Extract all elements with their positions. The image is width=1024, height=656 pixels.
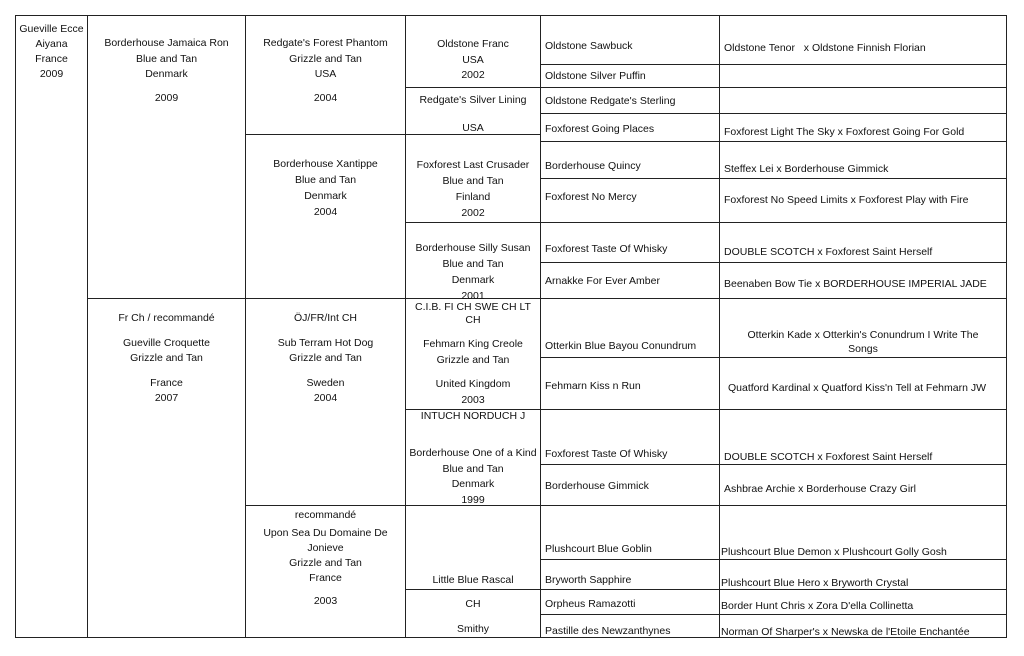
- sd-year: 2004: [313, 206, 338, 218]
- g4-name-11: Foxforest Taste Of Whisky: [545, 448, 668, 460]
- g4-name-1: Oldstone Sawbuck: [545, 40, 633, 52]
- sire-entry: [88, 36, 245, 106]
- g4-name-4: Foxforest Going Places: [545, 123, 655, 135]
- gen3-split-c: [405, 222, 540, 223]
- g4-name-10: Fehmarn Kiss n Run: [545, 380, 641, 392]
- dss-entry: [406, 301, 540, 327]
- col-divider-4: [540, 15, 541, 638]
- dd-name-line2: Jonieve: [307, 542, 344, 554]
- g5-parents-9-line1: Otterkin Kade x Otterkin's Conundrum I Write The: [747, 329, 979, 341]
- ss-year: 2004: [313, 91, 338, 104]
- g4-name-9: Otterkin Blue Bayou Conundrum: [545, 340, 697, 352]
- sdd-name: Borderhouse Silly Susan: [415, 242, 531, 254]
- ssd-name: Redgate's Silver Lining: [419, 94, 527, 106]
- dsd-details: [406, 446, 540, 508]
- subject-year: 2009: [39, 68, 64, 80]
- sds-entry: [406, 157, 540, 221]
- row-line-8: [540, 298, 1006, 299]
- subject-name-line1: Gueville Ecce: [19, 23, 84, 35]
- g5-parents-9: [720, 328, 1006, 356]
- sss-entry: [406, 37, 540, 84]
- ds-color: Grizzle and Tan: [289, 352, 362, 364]
- gen3-split-g: [405, 589, 540, 590]
- sdd-color: Blue and Tan: [442, 258, 504, 270]
- g5-parents-13: Plushcourt Blue Demon x Plushcourt Golly Gosh: [721, 546, 947, 558]
- row-line-6: [540, 222, 1006, 223]
- ds-year: 2004: [313, 392, 338, 404]
- ds-title: ÖJ/FR/Int CH: [293, 312, 357, 324]
- sd-color: Blue and Tan: [294, 174, 357, 186]
- ds-name: Sub Terram Hot Dog: [277, 336, 374, 349]
- dsd-color: Blue and Tan: [442, 462, 504, 475]
- ds-entry: [246, 311, 405, 407]
- g5-parents-10: Quatford Kardinal x Quatford Kiss'n Tell at Fehmarn JW: [728, 382, 987, 394]
- sdd-year: 2001: [461, 290, 485, 302]
- dam-entry: [88, 311, 245, 407]
- sd-entry: [246, 156, 405, 220]
- sdd-entry: [406, 240, 540, 304]
- ddd-title: CH: [465, 598, 481, 610]
- g5-parents-11: DOUBLE SCOTCH x Foxforest Saint Herself: [724, 451, 933, 463]
- ds-country: Sweden: [306, 376, 345, 389]
- dd-color: Grizzle and Tan: [289, 557, 362, 569]
- g4-name-13: Plushcourt Blue Goblin: [545, 543, 652, 555]
- sire-color: Blue and Tan: [135, 52, 198, 65]
- g4-name-15: Orpheus Ramazotti: [545, 598, 636, 610]
- ss-color: Grizzle and Tan: [289, 52, 362, 65]
- gen2-split-a: [245, 134, 405, 135]
- row-line-9: [540, 357, 1006, 358]
- row-line-4: [540, 141, 1006, 142]
- frame-right: [1006, 15, 1007, 638]
- dss-name: Fehmarn King Creole: [423, 338, 523, 350]
- dam-title: Fr Ch / recommandé: [118, 312, 215, 324]
- gen2-split-b: [245, 298, 405, 299]
- ss-name: Redgate's Forest Phantom: [263, 37, 388, 49]
- ss-entry: [246, 36, 405, 106]
- gen3-split-a: [405, 87, 540, 88]
- g4-name-8: Arnakke For Ever Amber: [545, 275, 660, 287]
- gen1-split: [87, 298, 245, 299]
- dsd-name: Borderhouse One of a Kind: [409, 447, 537, 459]
- col-divider-5: [719, 15, 720, 638]
- dsd-year: 1999: [461, 493, 485, 506]
- g5-parents-7: DOUBLE SCOTCH x Foxforest Saint Herself: [724, 246, 933, 258]
- sds-color: Blue and Tan: [442, 175, 504, 187]
- sss-country: USA: [462, 53, 484, 66]
- sd-name: Borderhouse Xantippe: [273, 158, 378, 170]
- g5-parents-4: Foxforest Light The Sky x Foxforest Going For Gold: [724, 126, 965, 138]
- ddd-name: Smithy: [456, 623, 490, 635]
- gen2-split-c: [245, 505, 405, 506]
- sds-country: Finland: [455, 191, 491, 203]
- dd-entry: [246, 508, 405, 609]
- g4-name-2: Oldstone Silver Puffin: [545, 70, 646, 82]
- sds-name: Foxforest Last Crusader: [416, 159, 530, 171]
- sire-country: Denmark: [145, 68, 188, 80]
- subject-name-line2: Aiyana: [35, 38, 68, 50]
- dam-color: Grizzle and Tan: [130, 352, 203, 364]
- dam-name: Gueville Croquette: [123, 336, 210, 349]
- dd-name-line1: Upon Sea Du Domaine De: [263, 527, 388, 539]
- dd-title: recommandé: [294, 509, 357, 521]
- g5-parents-12: Ashbrae Archie x Borderhouse Crazy Girl: [724, 483, 916, 495]
- g5-parents-9-line2: Songs: [848, 343, 878, 355]
- row-line-3: [540, 113, 1006, 114]
- g5-parents-6: Foxforest No Speed Limits x Foxforest Play with Fire: [724, 194, 969, 206]
- dss-year: 2003: [461, 393, 485, 406]
- row-line-12: [540, 505, 1006, 506]
- dss-details: [406, 337, 540, 408]
- g5-parents-15: Border Hunt Chris x Zora D'ella Collinetta: [721, 600, 914, 612]
- g4-name-5: Borderhouse Quincy: [545, 160, 641, 172]
- frame-top: [15, 15, 1007, 16]
- g4-name-14: Bryworth Sapphire: [545, 574, 632, 586]
- sss-year: 2002: [461, 69, 485, 81]
- sire-name: Borderhouse Jamaica Ron: [104, 37, 229, 49]
- dss-country: United Kingdom: [435, 378, 511, 390]
- sds-year: 2002: [461, 207, 485, 219]
- subject-entry: [16, 22, 87, 82]
- g4-name-16: Pastille des Newzanthynes: [545, 625, 671, 637]
- dam-country: France: [150, 376, 183, 389]
- dss-title-line1: C.I.B. FI CH SWE CH LT: [415, 301, 531, 313]
- sd-country: Denmark: [304, 190, 347, 202]
- frame-left: [15, 15, 16, 638]
- dsd-country: Denmark: [451, 478, 495, 490]
- g5-parents-5: Steffex Lei x Borderhouse Gimmick: [724, 163, 889, 175]
- row-line-10: [540, 409, 1006, 410]
- dam-year: 2007: [154, 392, 179, 404]
- g4-name-6: Foxforest No Mercy: [545, 191, 637, 203]
- g5-parents-16: Norman Of Sharper's x Newska de l'Etoile Enchantée: [721, 626, 970, 638]
- dd-country: France: [309, 572, 342, 584]
- row-line-1: [540, 64, 1006, 65]
- g5-parents-1: Oldstone Tenor x Oldstone Finnish Florian: [724, 42, 926, 54]
- g4-name-7: Foxforest Taste Of Whisky: [545, 243, 668, 255]
- dd-year: 2003: [313, 595, 338, 607]
- dss-color: Grizzle and Tan: [436, 353, 510, 366]
- ssd-country: USA: [462, 122, 484, 134]
- dds-name: Little Blue Rascal: [432, 574, 514, 586]
- g4-name-3: Oldstone Redgate's Sterling: [545, 95, 676, 107]
- sss-name: Oldstone Franc: [437, 38, 509, 50]
- ss-country: USA: [314, 68, 337, 80]
- g5-parents-14: Plushcourt Blue Hero x Bryworth Crystal: [721, 577, 909, 589]
- sdd-country: Denmark: [451, 274, 495, 286]
- subject-country: France: [35, 53, 68, 65]
- dsd-title: INTUCH NORDUCH J: [420, 410, 526, 422]
- row-line-5: [540, 178, 1006, 179]
- sire-year: 2009: [154, 91, 179, 104]
- g5-parents-8: Beenaben Bow Tie x BORDERHOUSE IMPERIAL JADE: [724, 278, 987, 290]
- g4-name-12: Borderhouse Gimmick: [545, 480, 649, 492]
- row-line-7: [540, 262, 1006, 263]
- row-line-2: [540, 87, 1006, 88]
- dss-title-line2: CH: [465, 314, 481, 326]
